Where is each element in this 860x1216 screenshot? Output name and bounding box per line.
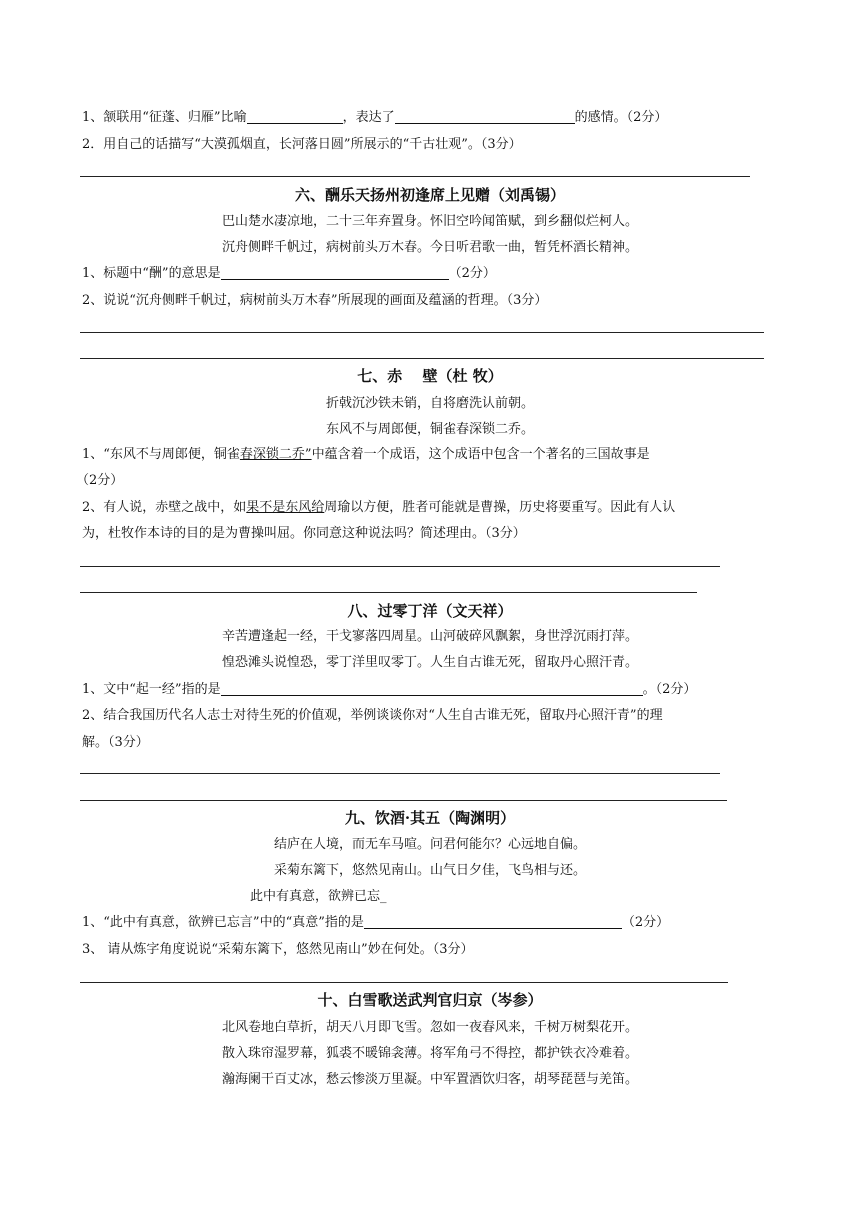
question-text: ，表达了: [342, 110, 395, 125]
answer-blank[interactable]: [247, 109, 343, 124]
poem-line: 折戟沉沙铁未销，自将磨洗认前朝。: [325, 396, 534, 411]
sec7-question-1-score: （2分）: [76, 473, 124, 488]
sec9-question-1: [82, 914, 669, 932]
poem-line: 辛苦遭逢起一经，干戈寥落四周星。山河破碎风飘絮，身世浮沉雨打萍。: [221, 629, 638, 644]
sec6-question-2: 2、说说“沉舟侧畔千帆过，病树前头万木春”所展现的画面及蕴涵的哲理。（3分）: [82, 293, 548, 308]
sec7-question-1: [82, 446, 650, 464]
poem-line: 结庐在人境，而无车马喧。问君何能尔？心远地自偏。: [273, 837, 586, 852]
section-6-title: 六、酬乐天扬州初逢席上见赠（刘禹锡）: [294, 186, 565, 204]
poem-line: 瀚海阑干百丈冰，愁云惨淡万里凝。中军置酒饮归客，胡琴琵琶与羌笛。: [221, 1072, 638, 1087]
sec5-question-2: 2．用自己的话描写“大漠孤烟直，长河落日圆”所展示的“千古壮观”。（3分）: [82, 137, 522, 152]
answer-blank[interactable]: [221, 265, 449, 280]
answer-line[interactable]: [80, 358, 764, 359]
poem-line: 散入珠帘湿罗幕，狐裘不暖锦衾薄。将军角弓不得控，都护铁衣冷难着。: [221, 1046, 638, 1061]
question-text: （2分）: [448, 266, 496, 281]
question-text: 1、文中“起一经”指的是: [82, 682, 221, 697]
question-text: （2分）: [621, 915, 670, 930]
question-text: 的感情。（2分）: [574, 110, 668, 125]
question-text: 1、“东风不与周郎便，铜雀: [82, 447, 240, 462]
question-text: 中蕴含着一个成语，这个成语中包含一个著名的三国故事是: [311, 447, 650, 462]
poem-line: 采菊东篱下，悠然见南山。山气日夕佳，飞鸟相与还。: [273, 863, 586, 878]
section-9-title: 九、饮酒·其五（陶渊明）: [344, 809, 516, 827]
answer-blank[interactable]: [395, 109, 575, 124]
underlined-phrase: 春深锁二乔”: [239, 447, 312, 462]
answer-line[interactable]: [80, 176, 750, 177]
sec5-question-1: [82, 109, 667, 127]
poem-line: 东风不与周郎便，铜雀春深锁二乔。: [325, 422, 534, 437]
sec9-question-3: 3、 请从炼字角度说说“采菊东篱下，悠然见南山”妙在何处。（3分）: [82, 942, 474, 957]
answer-line[interactable]: [80, 773, 720, 774]
question-text: 周瑜以方便，胜者可能就是曹操，历史将要重写。因此有人认: [324, 500, 676, 515]
section-7-title: 七、赤 壁（杜 牧）: [357, 367, 503, 385]
sec7-question-2: [82, 499, 675, 517]
sec6-question-1: [82, 265, 496, 283]
poem-line: 此中有真意，欲辨已忘_: [250, 889, 387, 904]
section-8-title: 八、过零丁洋（文天祥）: [347, 602, 513, 620]
answer-line[interactable]: [80, 800, 727, 801]
question-text: 2、有人说，赤壁之战中，如: [82, 500, 247, 515]
answer-line[interactable]: [80, 592, 697, 593]
question-text: 。（2分）: [642, 682, 697, 697]
sec8-question-1: [82, 681, 696, 699]
answer-line[interactable]: [80, 332, 764, 333]
question-text: 1、颔联用“征蓬、归雁”比喻: [82, 110, 247, 125]
section-10-title: 十、白雪歌送武判官归京（岑参）: [317, 991, 543, 1009]
sec8-question-2-cont: 解。（3分）: [82, 735, 149, 750]
sec8-question-2: 2、结合我国历代名人志士对待生死的价值观，举例谈谈你对“人生自古谁无死，留取丹心照汗青”的理: [82, 708, 663, 723]
answer-line[interactable]: [80, 982, 728, 983]
poem-line: 北风卷地白草折，胡天八月即飞雪。忽如一夜春风来，千树万树梨花开。: [221, 1020, 638, 1035]
poem-line: 巴山楚水凄凉地，二十三年弃置身。怀旧空吟闻笛赋，到乡翻似烂柯人。: [221, 214, 638, 229]
sec7-question-2-cont: 为，杜牧作本诗的目的是为曹操叫屈。你同意这种说法吗？简述理由。（3分）: [82, 526, 526, 541]
question-text: 1、“此中有真意，欲辨已忘言”中的“真意”指的是: [82, 915, 364, 930]
poem-line: 惶恐滩头说惶恐，零丁洋里叹零丁。人生自古谁无死，留取丹心照汗青。: [221, 655, 638, 670]
question-text: 1、标题中“酬”的意思是: [82, 266, 221, 281]
answer-blank[interactable]: [364, 914, 622, 929]
underlined-phrase: 果不是东风给: [246, 500, 325, 515]
poem-line: 沉舟侧畔千帆过，病树前头万木春。今日听君歌一曲，暂凭杯酒长精神。: [221, 240, 638, 255]
answer-line[interactable]: [80, 566, 720, 567]
answer-blank[interactable]: [221, 681, 643, 696]
